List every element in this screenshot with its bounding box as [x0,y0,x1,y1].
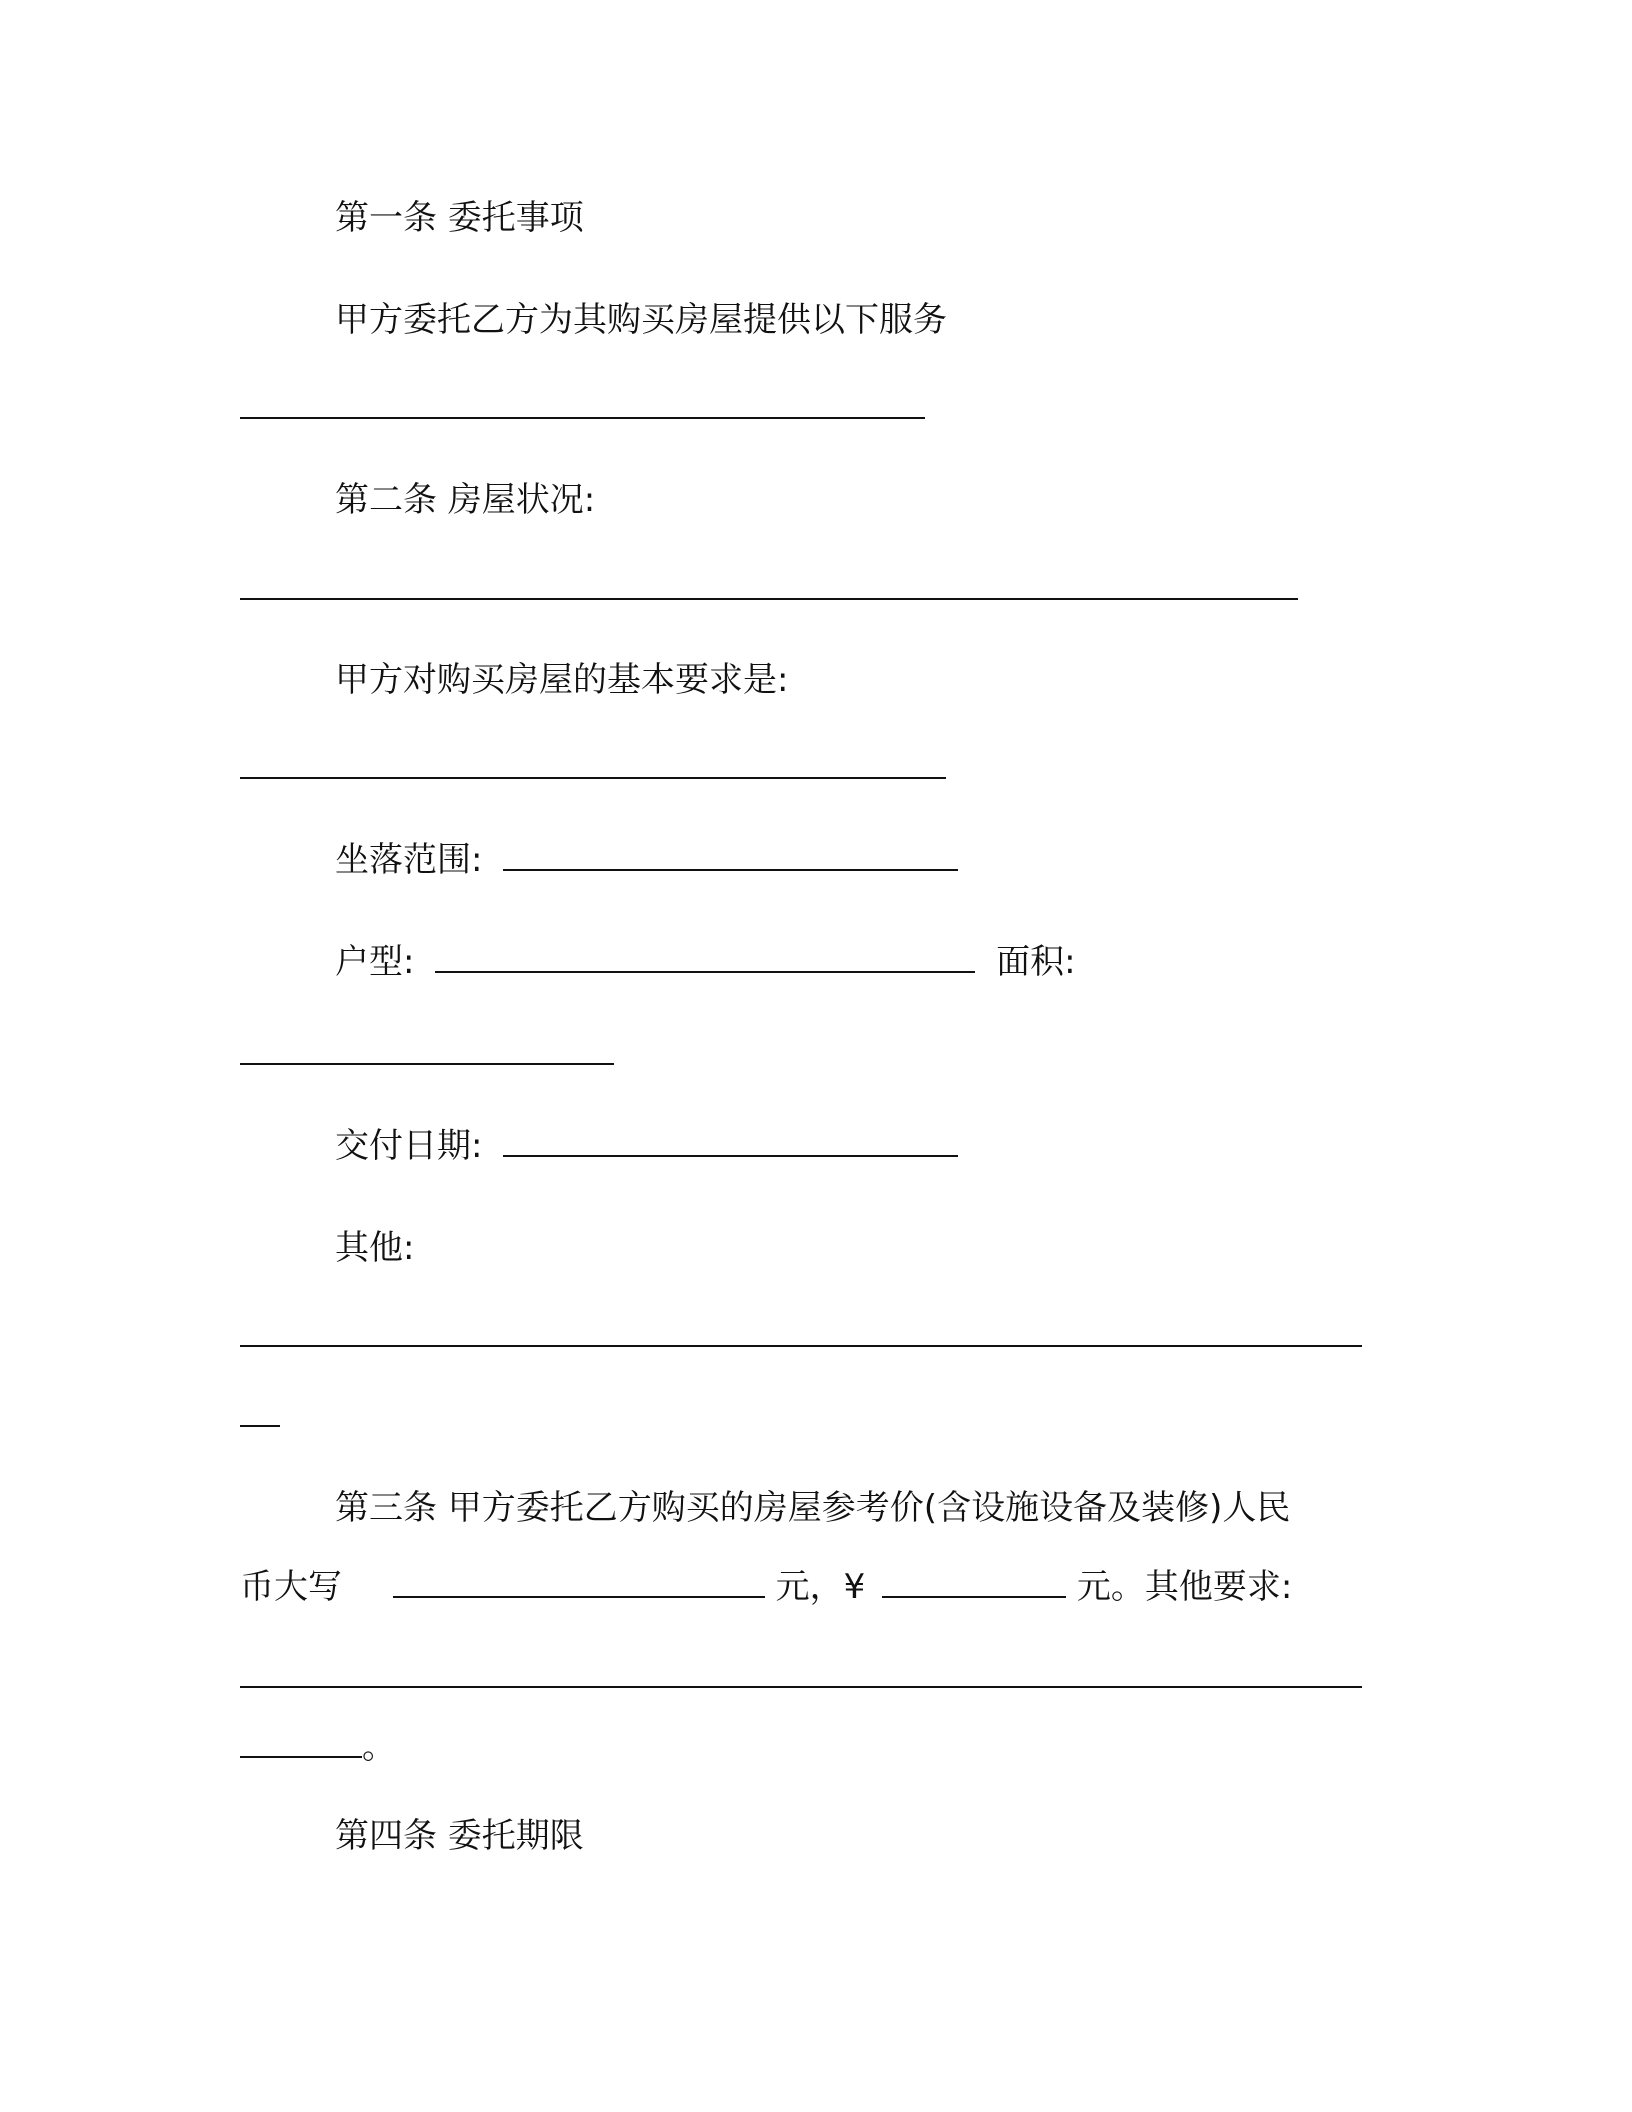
article3-end-mark: 。 [362,1727,396,1767]
article1-heading: 第一条 委托事项 [335,198,584,238]
article3-line2 [240,1565,1292,1609]
article3-fill-row-2 [240,1725,396,1769]
other-label: 其他: [335,1228,415,1268]
requirements-label: 甲方对购买房屋的基本要求是: [335,660,789,700]
other-requirements-text: 元。其他要求: [1076,1567,1293,1607]
delivery-row [335,1124,958,1168]
delivery-fill-line[interactable] [503,1125,958,1157]
layout-fill-line[interactable] [435,941,975,973]
layout-label: 户型: [335,942,415,982]
article4-heading: 第四条 委托期限 [335,1816,584,1856]
area-label: 面积: [996,942,1076,982]
article3-fill-line-2[interactable] [240,1726,362,1758]
location-row [335,838,958,882]
requirements-fill-line[interactable] [240,777,946,779]
yuan-comma-text: 元，¥ [775,1567,866,1607]
other-fill-line-1[interactable] [240,1345,1362,1347]
price-number-fill-line[interactable] [882,1566,1066,1598]
location-label: 坐落范围: [335,840,483,880]
article2-fill-line[interactable] [240,598,1298,600]
area-fill-line[interactable] [240,1063,614,1065]
article1-body: 甲方委托乙方为其购买房屋提供以下服务 [335,300,947,340]
article3-fill-line-1[interactable] [240,1686,1362,1688]
price-words-fill-line[interactable] [393,1566,765,1598]
location-fill-line[interactable] [503,839,958,871]
other-fill-line-2[interactable] [240,1425,280,1427]
article3-prefix: 币大写 [240,1567,342,1607]
article3-line1: 第三条 甲方委托乙方购买的房屋参考价(含设施设备及装修)人民 [335,1488,1291,1528]
article2-heading: 第二条 房屋状况: [335,480,596,520]
delivery-label: 交付日期: [335,1126,483,1166]
article1-fill-line[interactable] [240,417,925,419]
layout-area-row [335,940,1076,984]
